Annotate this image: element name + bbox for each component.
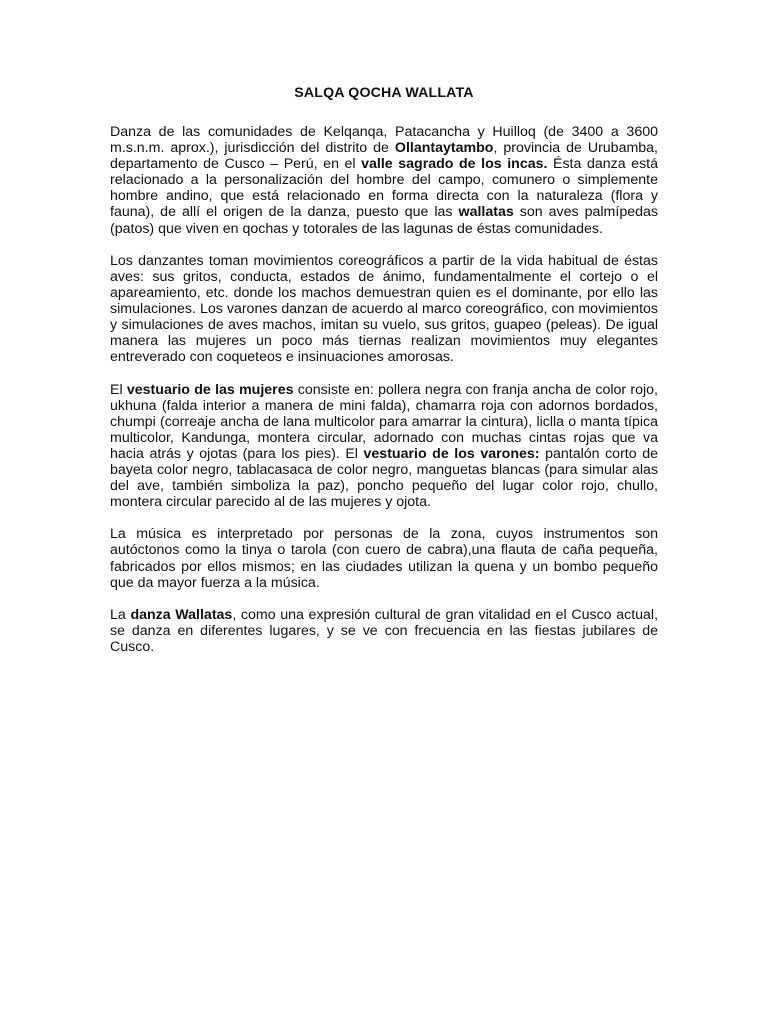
text-run: El	[110, 381, 127, 398]
text-run: , provincia de Urubamba, departamento de Cusco – Perú, en el	[110, 140, 659, 173]
text-run: Ésta danza está relacionado a la personalización del hombre del campo, comunero o simplemente hombre andino, que está relacionado en forma directa con la naturaleza (flora y fauna), de allí el origen de la danza, puesto que las	[110, 156, 658, 221]
bold-text-run: vestuario de las mujeres	[126, 381, 294, 398]
text-run: Los danzantes toman movimientos coreográficos a partir de la vida habitual de éstas aves: sus gritos, conducta, estados de ánimo, fundamentalmente el cortejo o el apareamiento, etc. donde los machos demuestran quien es el dominante, por ello las simulaciones. Los varones danzan de acuerdo al marco coreográfico, con movimientos y simulaciones de aves machos, imitan su vuelo, sus gritos, guapeo (peleas). De igual manera las mujeres un poco más tiernas realizan movimientos muy elegantes entreverado con coqueteos e insinuaciones amorosas.	[110, 252, 658, 366]
text-run: consiste en: pollera negra con franja ancha de color rojo, ukhuna (falda interior a manera de mini falda), chamarra roja con adornos bordados, chumpi (correaje ancha de lana multicolor para amarrar la cintura), liclla o manta típica multicolor, Kandunga, montera circular, adornado con muchas cintas rojas que va hacia atrás y ojotas (para los pies). El	[110, 381, 658, 462]
paragraph-1	[110, 124, 658, 237]
document-title: SALQA QOCHA WALLATA	[294, 85, 474, 101]
text-run: son aves palmípedas (patos) que viven en qochas y totorales de las lagunas de éstas comunidades.	[110, 204, 658, 237]
text-run: Danza de las comunidades de Kelqanqa, Patacancha y Huilloq (de 3400 a 3600 m.s.n.m. aprox.), jurisdicción del distrito de	[110, 124, 658, 157]
bold-text-run: danza Wallatas	[130, 606, 233, 623]
text-run: pantalón corto de bayeta color negro, tablacasaca de color negro, manguetas blancas (para simular alas del ave, también simboliza la paz), poncho pequeño del lugar color rojo, chullo, montera circular parecido al de las mujeres y ojota.	[110, 445, 658, 511]
paragraph-5	[110, 607, 658, 655]
bold-text-run: valle sagrado de los incas.	[361, 156, 548, 173]
bold-text-run: wallatas	[458, 204, 514, 221]
text-run: La	[110, 606, 131, 623]
text-run: La música es interpretado por personas de la zona, cuyos instrumentos son autóctonos como la tinya o tarola (con cuero de cabra),una flauta de caña pequeña, fabricados por ellos mismos; en las ciudades utilizan la quena y un bombo pequeño que da mayor fuerza a la música.	[110, 526, 658, 591]
bold-text-run: Ollantaytambo	[394, 140, 494, 157]
text-run: , como una expresión cultural de gran vitalidad en el Cusco actual, se danza en diferentes lugares, y se ve con frecuencia en las fiestas jubilares de Cusco.	[110, 606, 659, 655]
paragraph-2	[110, 253, 658, 366]
paragraph-4	[110, 526, 658, 590]
bold-text-run: vestuario de los varones:	[363, 445, 540, 462]
paragraph-3	[110, 382, 658, 511]
document-body	[110, 124, 658, 671]
